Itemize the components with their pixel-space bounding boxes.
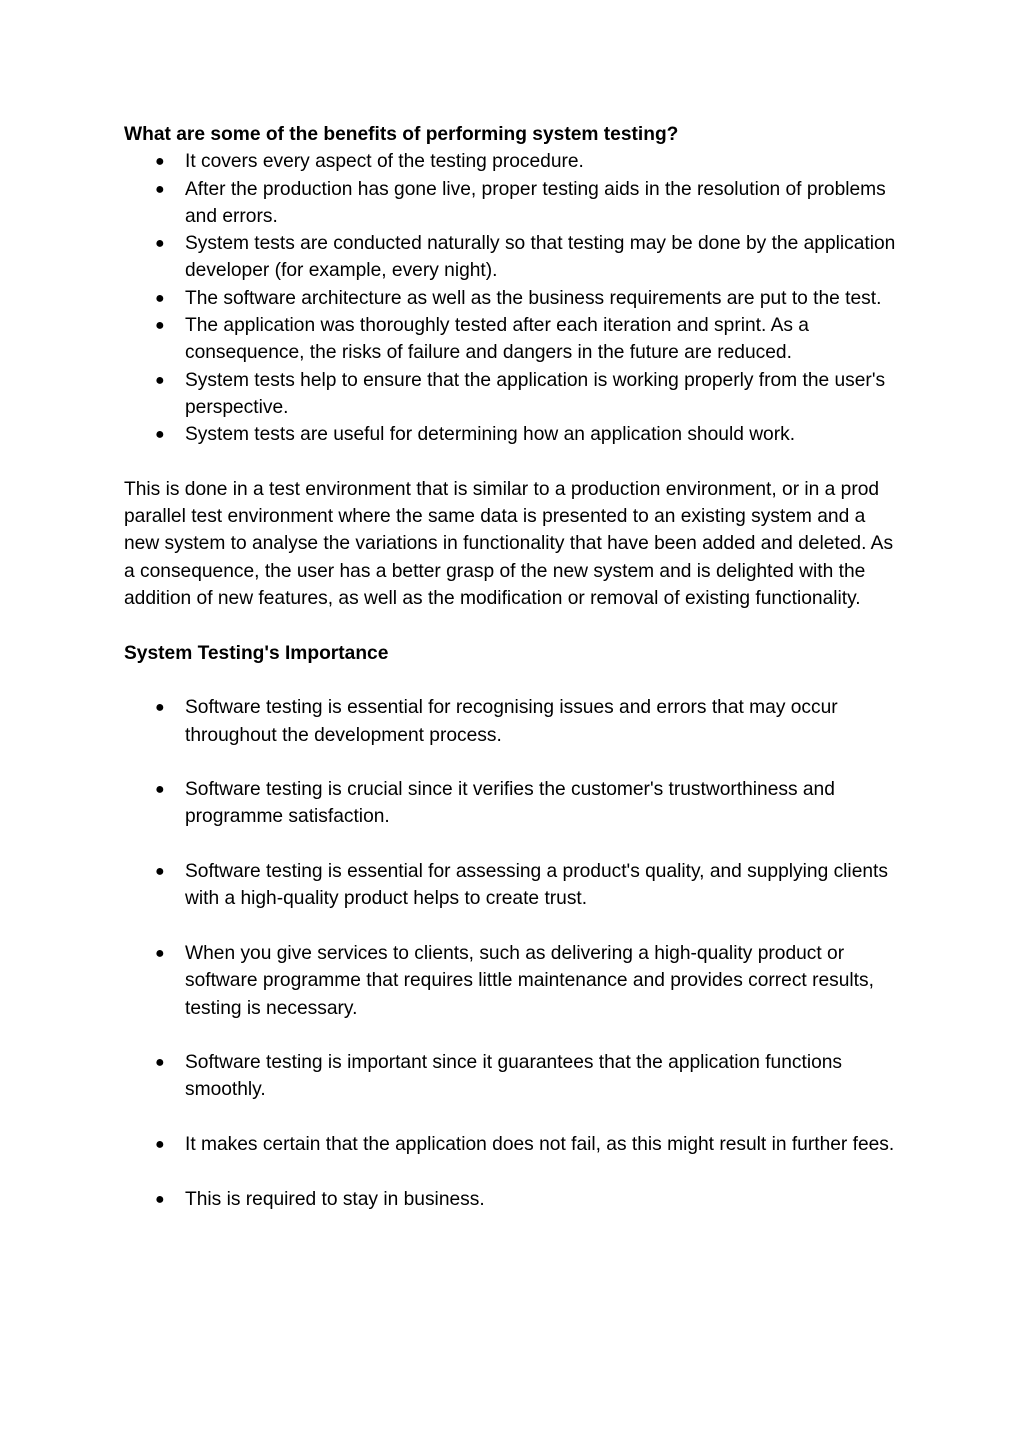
list-item-text: Software testing is essential for recognising issues and errors that may occur throughout the development process. bbox=[185, 697, 838, 746]
importance-list bbox=[124, 694, 904, 1213]
list-item-text: System tests are useful for determining how an application should work. bbox=[185, 424, 796, 446]
list-item-text: System tests help to ensure that the application is working properly from the user's perspective. bbox=[185, 369, 886, 418]
list-item bbox=[124, 230, 904, 285]
spacer bbox=[124, 612, 904, 639]
bullet-icon: ● bbox=[155, 153, 165, 171]
document-page bbox=[124, 121, 904, 1213]
list-item bbox=[124, 312, 904, 367]
list-item bbox=[124, 858, 904, 913]
list-item bbox=[124, 421, 904, 448]
list-item-text: It covers every aspect of the testing procedure. bbox=[185, 151, 584, 173]
list-item bbox=[124, 940, 904, 1022]
list-item bbox=[124, 1049, 904, 1104]
list-item bbox=[124, 285, 904, 312]
list-item bbox=[124, 1186, 904, 1213]
list-item-text: Software testing is essential for assessing a product's quality, and supplying clients with a high-quality product helps to create trust. bbox=[185, 861, 888, 910]
list-item-text: After the production has gone live, proper testing aids in the resolution of problems and errors. bbox=[185, 178, 886, 227]
list-item-text: Software testing is crucial since it verifies the customer's trustworthiness and programme satisfaction. bbox=[185, 779, 835, 828]
bullet-icon: ● bbox=[155, 1190, 165, 1208]
list-item-text: System tests are conducted naturally so that testing may be done by the application developer (for example, every night). bbox=[185, 233, 896, 282]
bullet-icon: ● bbox=[155, 699, 165, 717]
bullet-icon: ● bbox=[155, 289, 165, 307]
list-item-text: It makes certain that the application does not fail, as this might result in further fees. bbox=[185, 1133, 895, 1155]
list-item-text: When you give services to clients, such as delivering a high-quality product or software programme that requires little maintenance and provides correct results, testing is necessary. bbox=[185, 942, 874, 1019]
spacer bbox=[124, 667, 904, 694]
bullet-icon: ● bbox=[155, 371, 165, 389]
bullet-icon: ● bbox=[155, 781, 165, 799]
bullet-icon: ● bbox=[155, 317, 165, 335]
bullet-icon: ● bbox=[155, 1054, 165, 1072]
list-item bbox=[124, 367, 904, 422]
bullet-icon: ● bbox=[155, 944, 165, 962]
benefits-list bbox=[124, 148, 904, 448]
bullet-icon: ● bbox=[155, 180, 165, 198]
bullet-icon: ● bbox=[155, 426, 165, 444]
list-item-text: This is required to stay in business. bbox=[185, 1188, 485, 1210]
list-item-text: The application was thoroughly tested after each iteration and sprint. As a consequence, the risks of failure and dangers in the future are reduced. bbox=[185, 315, 809, 364]
spacer bbox=[124, 449, 904, 476]
importance-heading: System Testing's Importance bbox=[124, 642, 389, 664]
list-item bbox=[124, 694, 904, 749]
list-item bbox=[124, 148, 904, 175]
list-item bbox=[124, 1131, 904, 1158]
body-paragraph: This is done in a test environment that is similar to a production environment, or in a prod parallel test environment where the same data is presented to an existing system and a new system to analyse the variations in functionality that have been added and deleted. As a consequence, the user has a better grasp of the new system and is delighted with the addition of new features, as well as the modification or removal of existing functionality. bbox=[124, 478, 894, 610]
benefits-heading: What are some of the benefits of performing system testing? bbox=[124, 124, 679, 145]
list-item bbox=[124, 176, 904, 231]
bullet-icon: ● bbox=[155, 1135, 165, 1153]
bullet-icon: ● bbox=[155, 863, 165, 881]
list-item-text: Software testing is important since it guarantees that the application functions smoothly. bbox=[185, 1052, 843, 1101]
bullet-icon: ● bbox=[155, 235, 165, 253]
list-item-text: The software architecture as well as the business requirements are put to the test. bbox=[185, 287, 882, 309]
list-item bbox=[124, 776, 904, 831]
